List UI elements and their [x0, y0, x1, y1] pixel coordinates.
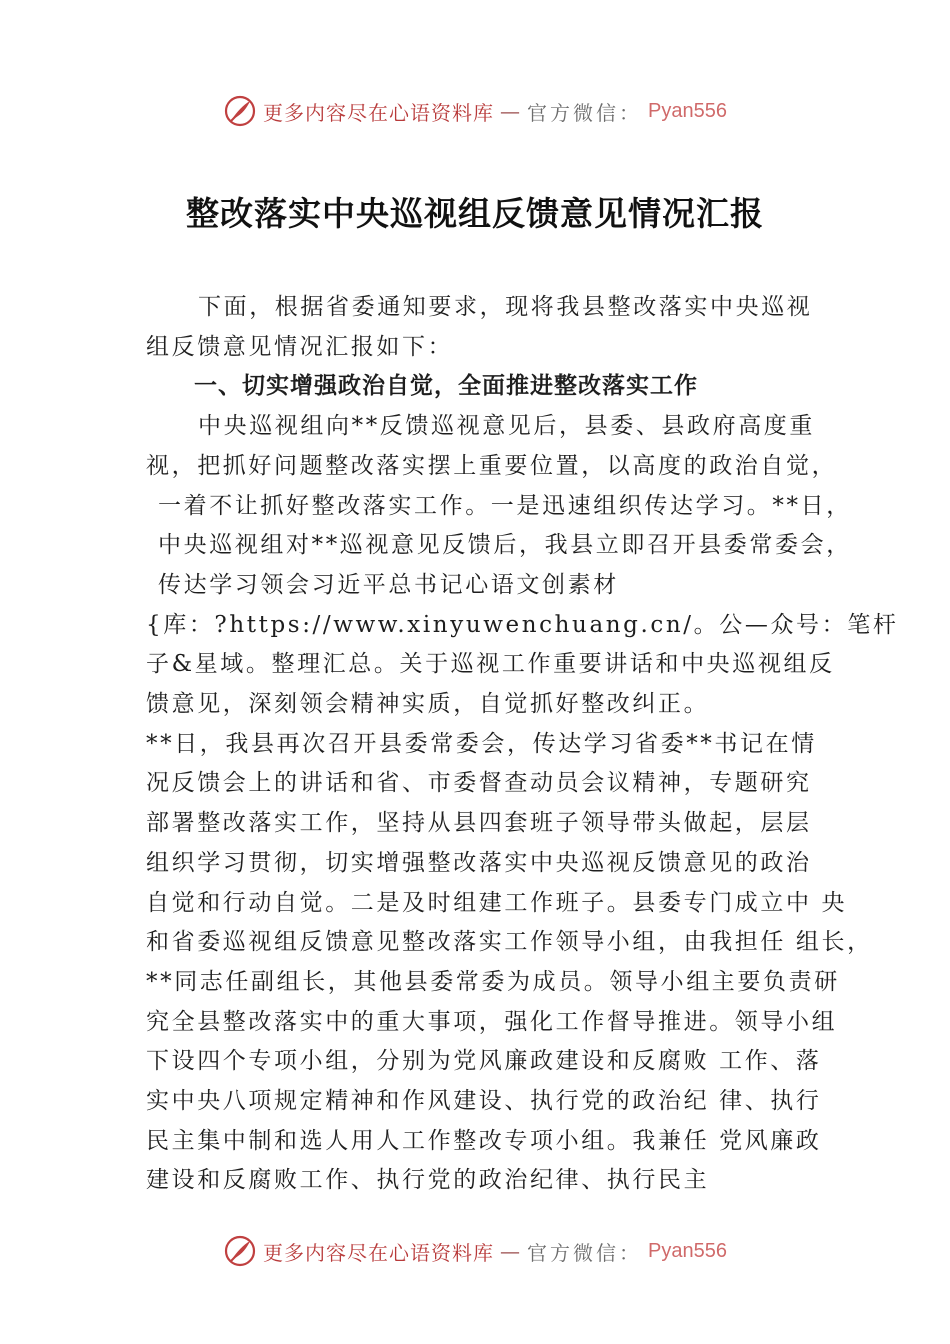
watermark-site-text: 更多内容尽在心语资料库	[263, 1240, 495, 1265]
watermark-wechat-id: Pyan556	[648, 1239, 727, 1262]
body-line: 视，把抓好问题整改落实摆上重要位置，以高度的政治自觉，	[146, 452, 838, 479]
body-line: 馈意见，深刻领会精神实质，自觉抓好整改纠正。	[146, 691, 710, 718]
watermark-dash: —	[500, 99, 522, 123]
watermark-wechat-id: Pyan556	[648, 99, 727, 122]
body-line: 下设四个专项小组，分别为党风廉政建设和反腐败 工作、落	[146, 1048, 822, 1075]
body-line: 和省委巡视组反馈意见整改落实工作领导小组，由我担任 组长，	[146, 929, 873, 956]
feather-pen-logo-icon	[223, 1234, 257, 1268]
body-line: **同志任副组长，其他县委常委为成员。领导小组主要负责研	[146, 968, 840, 995]
body-line: **日，我县再次召开县委常委会，传达学习省委**书记在情	[146, 730, 817, 757]
body-line: 建设和反腐败工作、执行党的政治纪律、执行民主	[146, 1167, 710, 1194]
top-watermark-banner	[0, 94, 950, 128]
body-line: 实中央八项规定精神和作风建设、执行党的政治纪 律、执行	[146, 1088, 822, 1115]
body-line: 况反馈会上的讲话和省、市委督查动员会议精神，专题研究	[146, 770, 812, 797]
body-line: 自觉和行动自觉。二是及时组建工作班子。县委专门成立中 央	[146, 889, 848, 916]
body-line: 传达学习领会习近平总书记心语文创素材	[158, 571, 619, 598]
watermark-wechat-label: 官方微信：	[527, 1240, 643, 1265]
body-line: 民主集中制和选人用人工作整改专项小组。我兼任 党风廉政	[146, 1127, 822, 1154]
body-line: 下面，根据省委通知要求，现将我县整改落实中央巡视	[198, 294, 813, 320]
body-line: 部署整改落实工作，坚持从县四套班子领导带头做起，层层	[146, 810, 812, 837]
feather-pen-logo-icon	[223, 94, 257, 128]
body-line: 究全县整改落实中的重大事项，强化工作督导推进。领导小组	[146, 1008, 838, 1035]
body-line: 子&星域。整理汇总。关于巡视工作重要讲话和中央巡视组反	[146, 651, 835, 678]
watermark-dash: —	[500, 1239, 522, 1263]
body-line: 中央巡视组向**反馈巡视意见后，县委、县政府高度重	[198, 413, 815, 440]
document-title: 整改落实中央巡视组反馈意见情况汇报	[186, 194, 764, 233]
section-heading: 一、切实增强政治自觉，全面推进整改落实工作	[194, 373, 698, 400]
document-body	[146, 288, 899, 1201]
body-line: 组织学习贯彻，切实增强整改落实中央巡视反馈意见的政治	[146, 849, 812, 876]
watermark-wechat-label: 官方微信：	[527, 100, 643, 125]
body-line: {库：?https://www.xinyuwenchuang.cn/。公—众号：笔杆	[146, 611, 899, 638]
watermark-site-text: 更多内容尽在心语资料库	[263, 100, 495, 125]
body-line: 组反馈意见情况汇报如下：	[146, 333, 454, 360]
body-line: 一着不让抓好整改落实工作。一是迅速组织传达学习。**日，	[158, 492, 852, 519]
bottom-watermark-banner	[0, 1234, 950, 1268]
body-line: 中央巡视组对**巡视意见反馈后，我县立即召开县委常委会，	[158, 532, 852, 559]
